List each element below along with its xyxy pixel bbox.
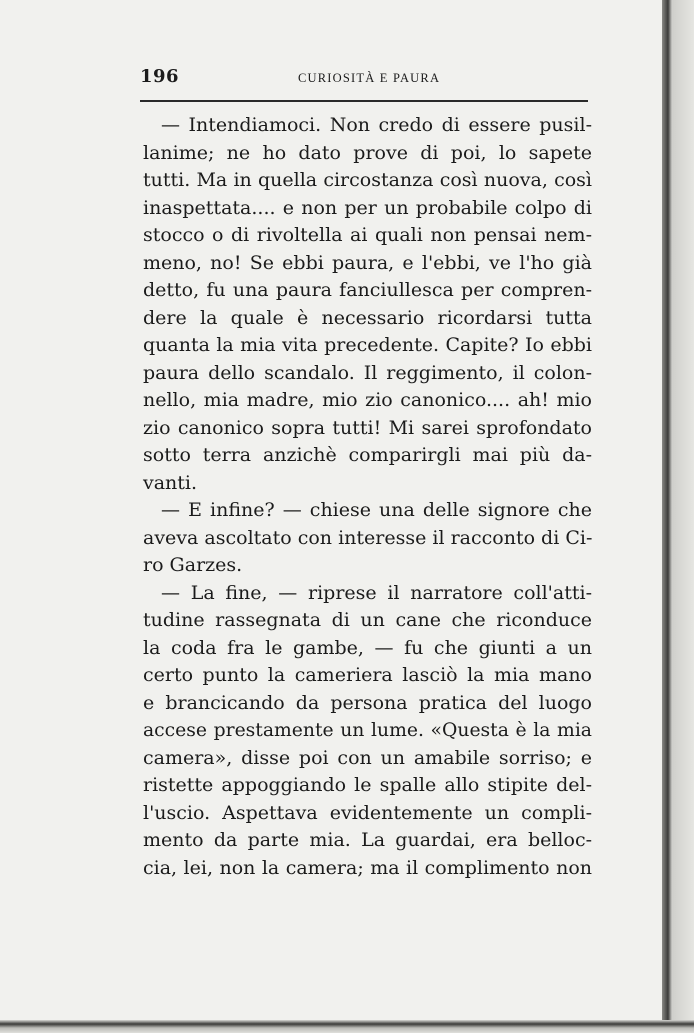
text-line: accese prestamente un lume. «Questa è la mia	[143, 720, 592, 741]
text-line: paura dello scandalo. Il reggimento, il colon-	[143, 361, 592, 384]
text-line: dere la quale è necessario ricordarsi tutta	[143, 306, 592, 329]
text-line: tudine rassegnata di un cane che riconduce	[143, 609, 592, 631]
page-number: 196	[140, 66, 180, 87]
text-line: — E infine? — chiese una delle signore che	[161, 499, 592, 521]
body-text	[143, 112, 592, 882]
text-line: detto, fu una paura fanciullesca per compren-	[143, 279, 592, 301]
text-line: inaspettata.... e non per un probabile colpo di	[143, 196, 592, 219]
page-header	[140, 66, 592, 96]
text-line: stocco o di rivoltella ai quali non pensai nem-	[143, 224, 592, 246]
text-line: — La fine, — riprese il narratore coll'atti-	[161, 581, 592, 604]
text-line: — Intendiamoci. Non credo di essere pusil-	[161, 114, 592, 136]
text-line: lanime; ne ho dato prove di poi, lo sapete	[143, 141, 592, 164]
text-line: mento da parte mia. La guardai, era belloc-	[143, 829, 592, 851]
text-line: ristette appoggiando le spalle allo stipite del-	[143, 774, 592, 796]
page-edge-right	[662, 0, 694, 1033]
text-line: e brancicando da persona pratica del luogo	[143, 691, 592, 714]
text-line: nello, mia madre, mio zio canonico.... ah! mio	[143, 389, 592, 411]
text-line: quanta la mia vita precedente. Capite? Io ebbi	[143, 334, 592, 356]
text-line: tutti. Ma in quella circostanza così nuova, così	[143, 169, 592, 191]
text-line: ro Garzes.	[143, 554, 243, 576]
text-line: meno, no! Se ebbi paura, e l'ebbi, ve l'ho già	[143, 251, 592, 274]
text-line: aveva ascoltato con interesse il racconto di Ci-	[143, 526, 593, 549]
text-line: l'uscio. Aspettava evidentemente un compli-	[143, 801, 592, 824]
text-line: camera», disse poi con un amabile sorriso; e	[143, 746, 592, 769]
text-line: cia, lei, non la camera; ma il complimento non	[143, 856, 592, 879]
text-line: certo punto la cameriera lasciò la mia mano	[143, 664, 592, 686]
header-rule	[140, 100, 588, 102]
text-line: sotto terra anzichè comparirgli mai più da-	[143, 444, 592, 466]
running-title: CURIOSITÀ E PAURA	[298, 71, 441, 85]
text-line: la coda fra le gambe, — fu che giunti a un	[143, 636, 592, 659]
text-line: vanti.	[143, 471, 198, 494]
page-edge-bottom	[0, 1020, 694, 1033]
text-line: zio canonico sopra tutti! Mi sarei sprofondato	[143, 416, 592, 439]
